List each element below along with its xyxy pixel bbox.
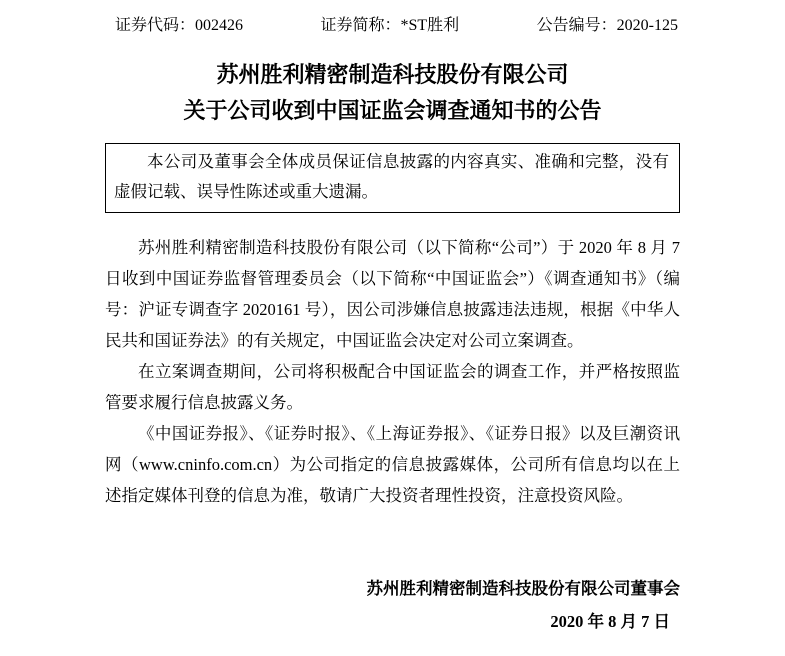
board-statement-box [105,143,680,213]
signature-company: 苏州胜利精密制造科技股份有限公司董事会 [366,579,680,598]
company-name-title: 苏州胜利精密制造科技股份有限公司 [216,62,569,87]
paragraph-investigation-notice: 苏州胜利精密制造科技股份有限公司（以下简称“公司”）于 2020 年 8 月 7 日收到中国证券监督管理委员会（以下简称“中国证监会”）《调查通知书》（编号：沪证专调查字 2020161 号），因公司涉嫌信息披露违法违规，根据《中华人民共和国证券法》的有关规定，中国证监会决定对公司立案调查。 [105,238,680,350]
signature-block [105,572,680,638]
stock-code: 证券代码：002426 [115,17,244,34]
stock-abbreviation: 证券简称：*ST胜利 [320,17,460,34]
document-body [105,232,680,511]
signature-date: 2020 年 8 月 7 日 [550,612,670,631]
board-statement-text: 本公司及董事会全体成员保证信息披露的内容真实、准确和完整，没有虚假记载、误导性陈述或重大遗漏。 [114,152,669,201]
paragraph-cooperation: 在立案调查期间，公司将积极配合中国证监会的调查工作，并严格按照监管要求履行信息披露义务。 [105,362,680,412]
document-header [105,15,680,37]
announcement-title: 关于公司收到中国证监会调查通知书的公告 [183,98,602,123]
paragraph-disclosure-media: 《中国证券报》、《证券时报》、《上海证券报》、《证券日报》以及巨潮资讯网（www.cninfo.com.cn）为公司指定的信息披露媒体，公司所有信息均以在上述指定媒体刊登的信息为准，敬请广大投资者理性投资，注意投资风险。 [105,424,680,505]
announcement-number: 公告编号：2020-125 [536,17,678,34]
